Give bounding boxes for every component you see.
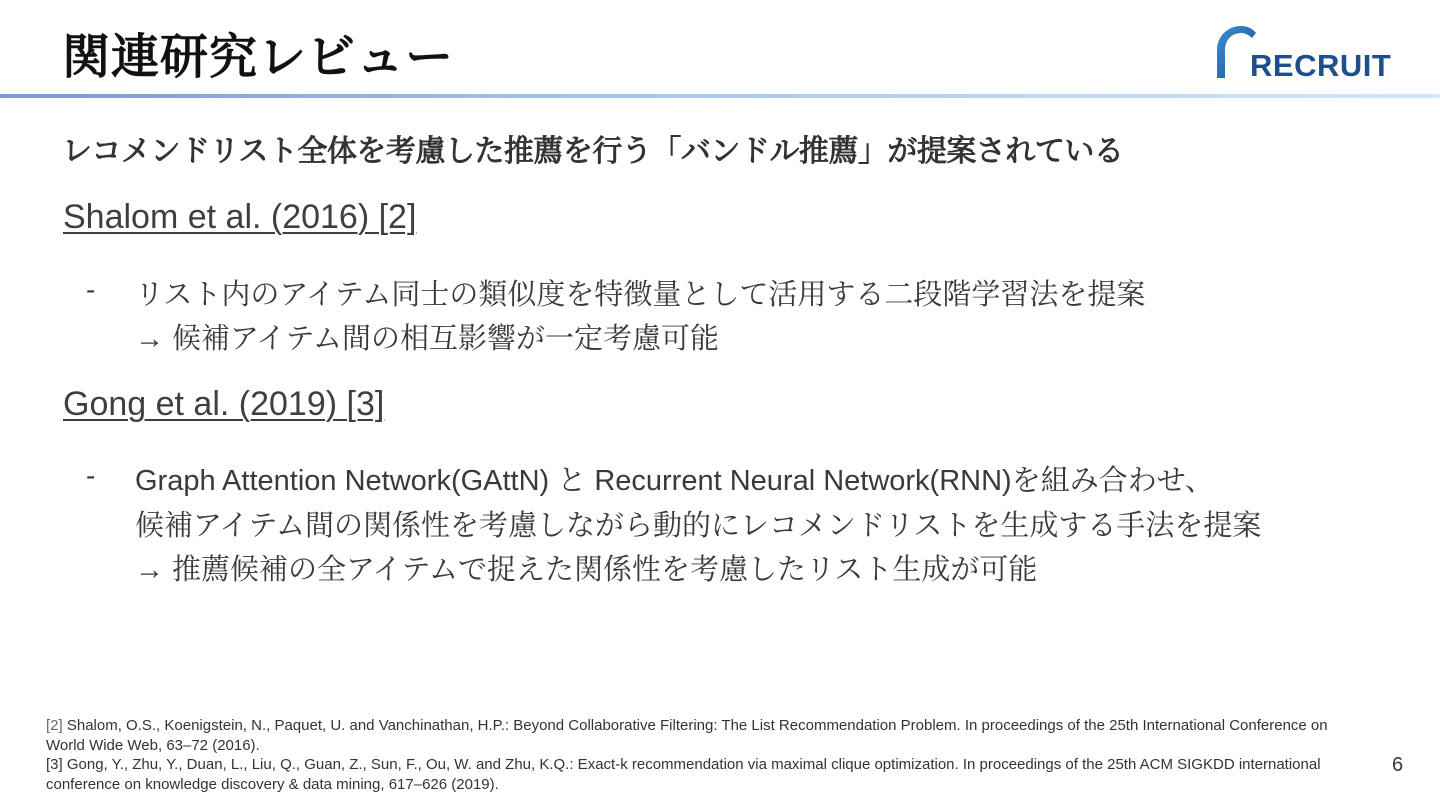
slide-title: 関連研究レビュー (62, 31, 455, 84)
reference-line: → 候補アイテム間の相互影響が一定考慮可能 (135, 323, 719, 355)
slide-subtitle: レコメンドリスト全体を考慮した推薦を行う「バンドル推薦」が提案されている (62, 135, 1124, 168)
footnote-number: [3] (46, 756, 63, 773)
reference-heading-shalom: Shalom et al. (2016) [2] (63, 198, 417, 236)
footnote-2 (46, 716, 1346, 755)
reference-line: リスト内のアイテム同士の類似度を特徴量として活用する二段階学習法を提案 (135, 279, 1146, 311)
footnote-3 (46, 755, 1346, 794)
page-number: 6 (1392, 754, 1404, 776)
reference-line: Graph Attention Network(GAttN) と Recurrent Neural Network(RNN)を組み合わせ、 (135, 465, 1214, 497)
footnote-number: [2] (46, 717, 63, 734)
recruit-logo (1214, 24, 1414, 83)
logo-text: RECRUIT (1250, 48, 1392, 83)
reference-line: → 推薦候補の全アイテムで捉えた関係性を考慮したリスト生成が可能 (135, 554, 1038, 586)
header-divider (0, 94, 1440, 98)
reference-line: 候補アイテム間の関係性を考慮しながら動的にレコメンドリストを生成する手法を提案 (135, 510, 1262, 542)
footnote-text: Shalom, O.S., Koenigstein, N., Paquet, U. and Vanchinathan, H.P.: Beyond Collaborative Filtering: The List Recommendation Problem. In proceedings of the 25th International Conference on World Wide Web, 63–72 (2016). (46, 717, 1328, 754)
footnotes (46, 716, 1346, 794)
reference-heading-gong: Gong et al. (2019) [3] (63, 385, 385, 423)
bullet-dash: - (86, 460, 96, 491)
bullet-dash: - (86, 274, 96, 305)
footnote-text: Gong, Y., Zhu, Y., Duan, L., Liu, Q., Guan, Z., Sun, F., Ou, W. and Zhu, K.Q.: Exact-k recommendation via maximal clique optimization. In proceedings of the 25th ACM SIGKDD international conference on knowledge discovery & data mining, 617–626 (2019). (46, 756, 1321, 793)
